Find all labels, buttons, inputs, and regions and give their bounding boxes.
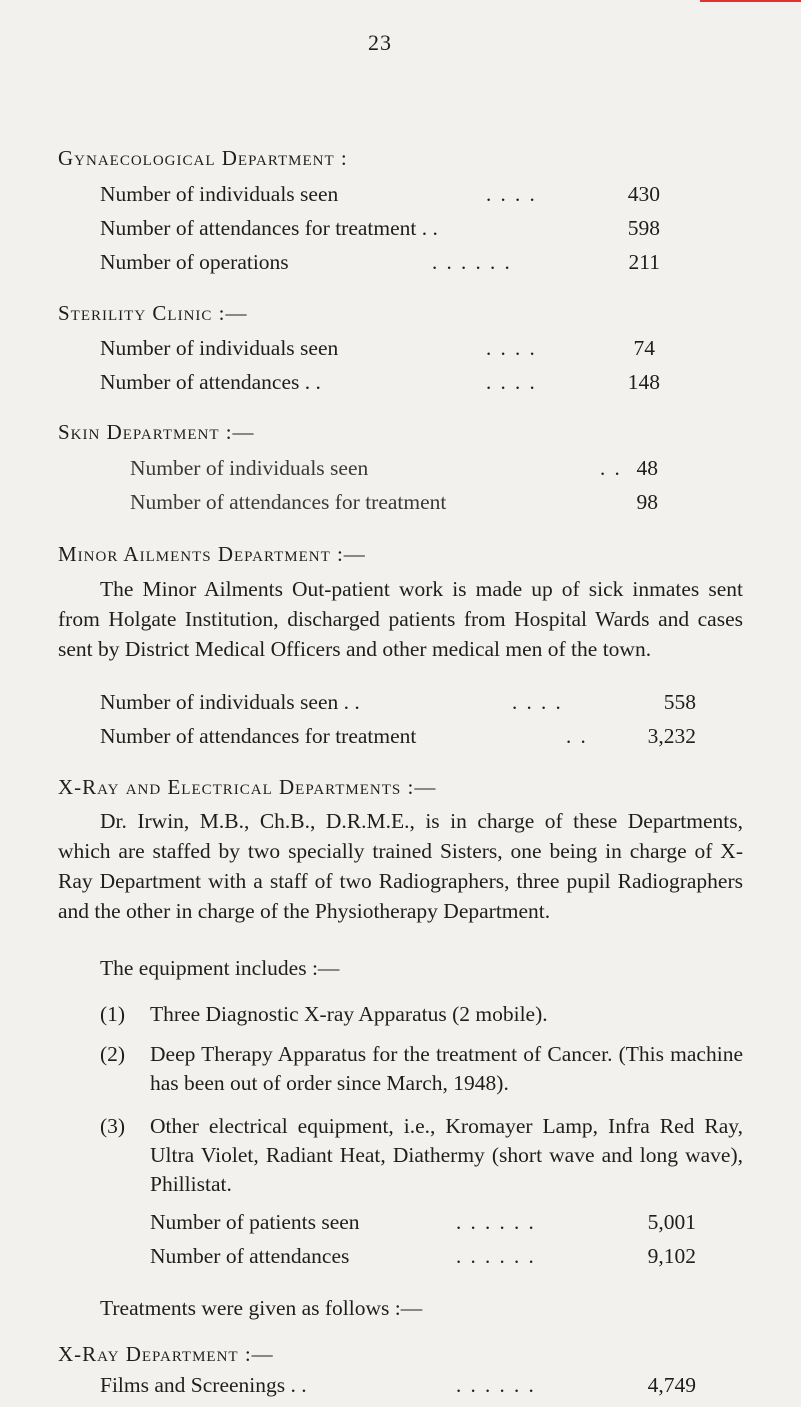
- minor-paragraph: [58, 574, 743, 664]
- gyn-row-dots: . . . . . .: [432, 250, 512, 274]
- xray-elec-paragraph-text: Dr. Irwin, M.B., Ch.B., D.R.M.E., is in charge of these Departments, which are staffed by two specially trained Sisters, one being in charge of X-Ray Department with a staff of two Radiographers, three pupil Radiographers and the other in charge of the Physiotherapy Department.: [58, 809, 743, 923]
- equipment-intro: The equipment includes :—: [100, 956, 340, 980]
- equipment-item-text: Deep Therapy Apparatus for the treatment of Cancer. (This machine has been out of order since March, 1948).: [150, 1042, 743, 1095]
- skin-row-label: Number of attendances for treatment: [130, 490, 447, 514]
- sterility-row-dots: . . . .: [486, 336, 537, 360]
- xray-elec-row-dots: . . . . . .: [456, 1244, 536, 1268]
- equipment-item-number: (1): [100, 1002, 126, 1026]
- minor-paragraph-text: The Minor Ailments Out-patient work is made up of sick inmates sent from Holgate Institution, discharged patients from Hospital Wards and cases sent by District Medical Officers and other medical men of the town.: [58, 577, 743, 661]
- sterility-row-value: 74: [633, 336, 655, 360]
- minor-row-label: Number of individuals seen . .: [100, 690, 360, 714]
- sterility-heading: Sterility Clinic :—: [58, 301, 248, 325]
- page-number: 23: [368, 30, 392, 55]
- gyn-row-dots: . . . .: [486, 182, 537, 206]
- sterility-row-value: 148: [627, 370, 660, 394]
- xray-elec-paragraph: [58, 806, 743, 926]
- xray-heading: X-Ray Department :—: [58, 1342, 274, 1366]
- gyn-row-label: Number of operations: [100, 250, 289, 274]
- xray-row-value: 4,749: [647, 1373, 696, 1397]
- xray-elec-row-label: Number of attendances: [150, 1244, 350, 1268]
- equipment-item: [100, 1040, 743, 1098]
- skin-row-value: 48: [636, 456, 658, 480]
- equipment-item-number: (3): [100, 1114, 126, 1138]
- equipment-item: [100, 1112, 743, 1199]
- skin-row-value: 98: [636, 490, 658, 514]
- minor-row-dots: . . . .: [512, 690, 563, 714]
- skin-row-dots: . .: [600, 456, 622, 480]
- equipment-item-text: Other electrical equipment, i.e., Kromayer Lamp, Infra Red Ray, Ultra Violet, Radiant Heat, Diathermy (short wave and long wave), Phillistat.: [150, 1114, 743, 1196]
- minor-row-dots: . .: [566, 724, 588, 748]
- edge-mark: [700, 0, 801, 2]
- skin-row-label: Number of individuals seen: [130, 456, 369, 480]
- minor-row-value: 558: [663, 690, 696, 714]
- treatments-intro: Treatments were given as follows :—: [100, 1296, 423, 1320]
- gyn-row-value: 430: [627, 182, 660, 206]
- xray-row-dots: . . . . . .: [456, 1373, 536, 1397]
- xray-elec-heading: X-Ray and Electrical Departments :—: [58, 775, 437, 799]
- minor-heading: Minor Ailments Department :—: [58, 542, 366, 566]
- xray-elec-row-value: 9,102: [647, 1244, 696, 1268]
- equipment-item-number: (2): [100, 1042, 126, 1066]
- gyn-row-value: 598: [627, 216, 660, 240]
- xray-elec-row-label: Number of patients seen: [150, 1210, 360, 1234]
- xray-elec-row-value: 5,001: [647, 1210, 696, 1234]
- xray-row-label: Films and Screenings . .: [100, 1373, 307, 1397]
- gyn-row-label: Number of individuals seen: [100, 182, 339, 206]
- equipment-item: [100, 1000, 743, 1029]
- sterility-row-dots: . . . .: [486, 370, 537, 394]
- minor-row-value: 3,232: [647, 724, 696, 748]
- gyn-heading: Gynaecological Department :: [58, 146, 348, 170]
- minor-row-label: Number of attendances for treatment: [100, 724, 417, 748]
- sterility-row-label: Number of attendances . .: [100, 370, 321, 394]
- equipment-item-text: Three Diagnostic X-ray Apparatus (2 mobile).: [150, 1002, 548, 1026]
- sterility-row-label: Number of individuals seen: [100, 336, 339, 360]
- skin-heading: Skin Department :—: [58, 420, 255, 444]
- gyn-row-value: 211: [628, 250, 660, 274]
- gyn-row-label: Number of attendances for treatment . .: [100, 216, 438, 240]
- xray-elec-row-dots: . . . . . .: [456, 1210, 536, 1234]
